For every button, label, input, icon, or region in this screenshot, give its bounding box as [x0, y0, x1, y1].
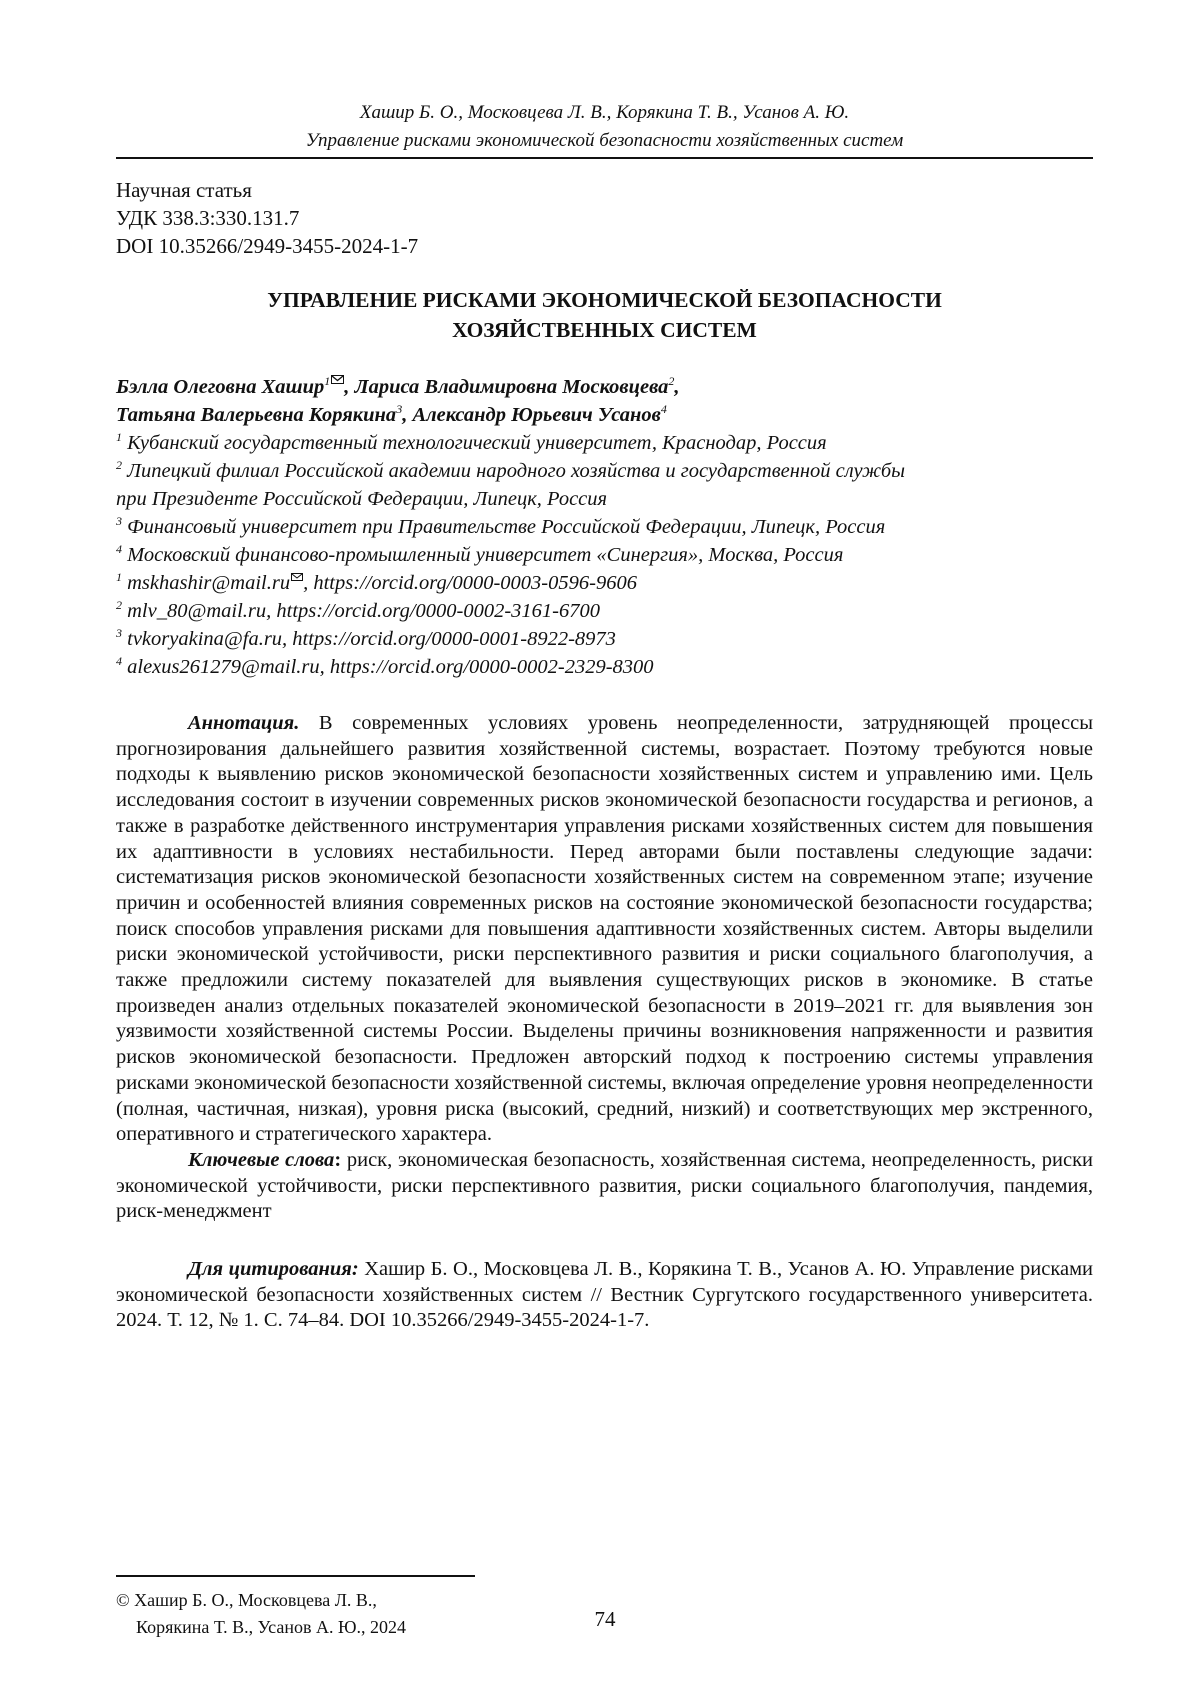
contact-line [116, 625, 1093, 653]
article-title [116, 285, 1093, 345]
affiliation [116, 457, 1093, 485]
affiliation-text: Московский финансово-промышленный университет «Синергия», Москва, Россия [127, 544, 843, 566]
citation-section [116, 1257, 1093, 1334]
keywords-label: Ключевые слова [188, 1149, 334, 1171]
article-meta [116, 176, 418, 260]
authors-line-2 [116, 401, 1093, 429]
affiliation-text: Финансовый университет при Правительстве Российской Федерации, Липецк, Россия [127, 516, 885, 538]
affiliation-sup: 1 [116, 430, 122, 444]
affiliation-sup: 3 [116, 514, 122, 528]
contact-sup: 2 [116, 598, 122, 612]
authors-line-1 [116, 373, 1093, 401]
copyright-line-2: Корякина Т. В., Усанов А. Ю., 2024 [116, 1614, 406, 1641]
abstract-section [116, 711, 1093, 1225]
copyright-line-1: © Хашир Б. О., Московцева Л. В., [116, 1587, 406, 1614]
title-line-1: УПРАВЛЕНИЕ РИСКАМИ ЭКОНОМИЧЕСКОЙ БЕЗОПАСНОСТИ [116, 285, 1093, 315]
author-sup: 3 [396, 402, 402, 416]
affiliation [116, 541, 1093, 569]
email-link[interactable]: mskhashir@mail.ru [127, 572, 290, 594]
author-name: Бэлла Олеговна Хашир [116, 376, 324, 398]
abstract-text: В современных условиях уровень неопределенности, затрудняющей процессы прогнозирования дальнейшего развития хозяйственной системы, возрастает. Поэтому требуются новые подходы к выявлению рисков экономической безопасности хозяйственных систем и управлению ими. Цель исследования состоит в изучении современных рисков экономической безопасности государства и регионов, а также в разработке действенного инструментария управления рисками хозяйственных систем для повышения их адаптивности в условиях нестабильности. Перед авторами были поставлены следующие задачи: систематизация рисков экономической безопасности хозяйственных систем на современном этапе; изучение причин и особенностей влияния современных рисков на состояние экономической безопасности государства; поиск способов управления рисками для повышения адаптивности хозяйственных систем. Авторы выделили риски экономической устойчивости, риски перспективного развития и риски социального благополучия, а также предложили систему показателей для выявления существующих рисков в экономике. В статье произведен анализ отдельных показателей экономической безопасности в 2019–2021 гг. для выявления зон уязвимости хозяйственной системы России. Выделены причины возникновения напряженности и развития рисков экономической безопасности. Предложен авторский подход к построению системы управления рисками экономической безопасности хозяйственной системы, включая определение уровня неопределенности (полная, частичная, низкая), уровня риска (высокий, средний, низкий) и соответствующих мер экстренного, оперативного и стратегического характера. [116, 712, 1093, 1145]
abstract-paragraph [116, 711, 1093, 1148]
keywords-paragraph [116, 1148, 1093, 1225]
contact-sup: 4 [116, 654, 122, 668]
author-separator: , [402, 404, 412, 426]
contact-sup: 1 [116, 570, 122, 584]
article-page [0, 0, 1200, 1697]
envelope-icon [291, 573, 303, 581]
contact-line [116, 653, 1093, 681]
running-head-title: Управление рисками экономической безопасности хозяйственных систем [116, 127, 1093, 155]
author-separator: , [344, 376, 354, 398]
doi[interactable]: DOI 10.35266/2949-3455-2024-1-7 [116, 232, 418, 260]
abstract-label: Аннотация. [188, 712, 299, 734]
orcid-link[interactable]: , https://orcid.org/0000-0003-0596-9606 [303, 572, 637, 594]
keywords-colon: : [334, 1149, 341, 1171]
footnote-divider [116, 1575, 475, 1577]
article-type: Научная статья [116, 176, 418, 204]
title-line-2: ХОЗЯЙСТВЕННЫХ СИСТЕМ [116, 315, 1093, 345]
author-sup: 2 [668, 374, 674, 388]
author-name: Александр Юрьевич Усанов [412, 404, 660, 426]
envelope-icon [331, 375, 344, 384]
citation-label: Для цитирования: [188, 1258, 359, 1280]
author-separator: , [674, 376, 679, 398]
contact-line [116, 597, 1093, 625]
running-head-authors: Хашир Б. О., Московцева Л. В., Корякина Т. В., Усанов А. Ю. [116, 99, 1093, 127]
affiliation-text: Липецкий филиал Российской академии народного хозяйства и государственной службы [127, 460, 905, 482]
orcid-link[interactable]: , https://orcid.org/0000-0002-3161-6700 [266, 600, 600, 622]
email-link[interactable]: tvkoryakina@fa.ru [127, 628, 282, 650]
affiliation-text: при Президенте Российской Федерации, Липецк, Россия [116, 488, 607, 510]
page-number: 74 [560, 1605, 650, 1633]
author-name: Татьяна Валерьевна Корякина [116, 404, 396, 426]
affiliation-sup: 4 [116, 542, 122, 556]
email-link[interactable]: alexus261279@mail.ru [127, 656, 320, 678]
affiliation [116, 429, 1093, 457]
affiliation-sup: 2 [116, 458, 122, 472]
contact-sup: 3 [116, 626, 122, 640]
author-sup: 1 [324, 374, 330, 388]
citation-text: Хашир Б. О., Московцева Л. В., Корякина Т. В., Усанов А. Ю. Управление рисками экономической безопасности хозяйственных систем // Вестник Сургутского государственного университета. 2024. Т. 12, № 1. С. 74–84. DOI 10.35266/2949-3455-2024-1-7. [116, 1258, 1093, 1331]
author-name: Лариса Владимировна Московцева [355, 376, 669, 398]
author-sup: 4 [661, 402, 667, 416]
copyright-notice [116, 1587, 406, 1641]
header-divider [116, 157, 1093, 159]
contact-line [116, 569, 1093, 597]
orcid-link[interactable]: , https://orcid.org/0000-0001-8922-8973 [282, 628, 616, 650]
affiliation [116, 485, 1093, 513]
citation-paragraph [116, 1257, 1093, 1334]
keywords-text: риск, экономическая безопасность, хозяйственная система, неопределенность, риски экономической устойчивости, риски перспективного развития, риски социального благополучия, пандемия, риск-менеджмент [116, 1149, 1093, 1222]
affiliation [116, 513, 1093, 541]
email-link[interactable]: mlv_80@mail.ru [127, 600, 266, 622]
orcid-link[interactable]: , https://orcid.org/0000-0002-2329-8300 [320, 656, 654, 678]
udc-code: УДК 338.3:330.131.7 [116, 204, 418, 232]
affiliation-text: Кубанский государственный технологический университет, Краснодар, Россия [127, 432, 827, 454]
authors-block [116, 373, 1093, 681]
